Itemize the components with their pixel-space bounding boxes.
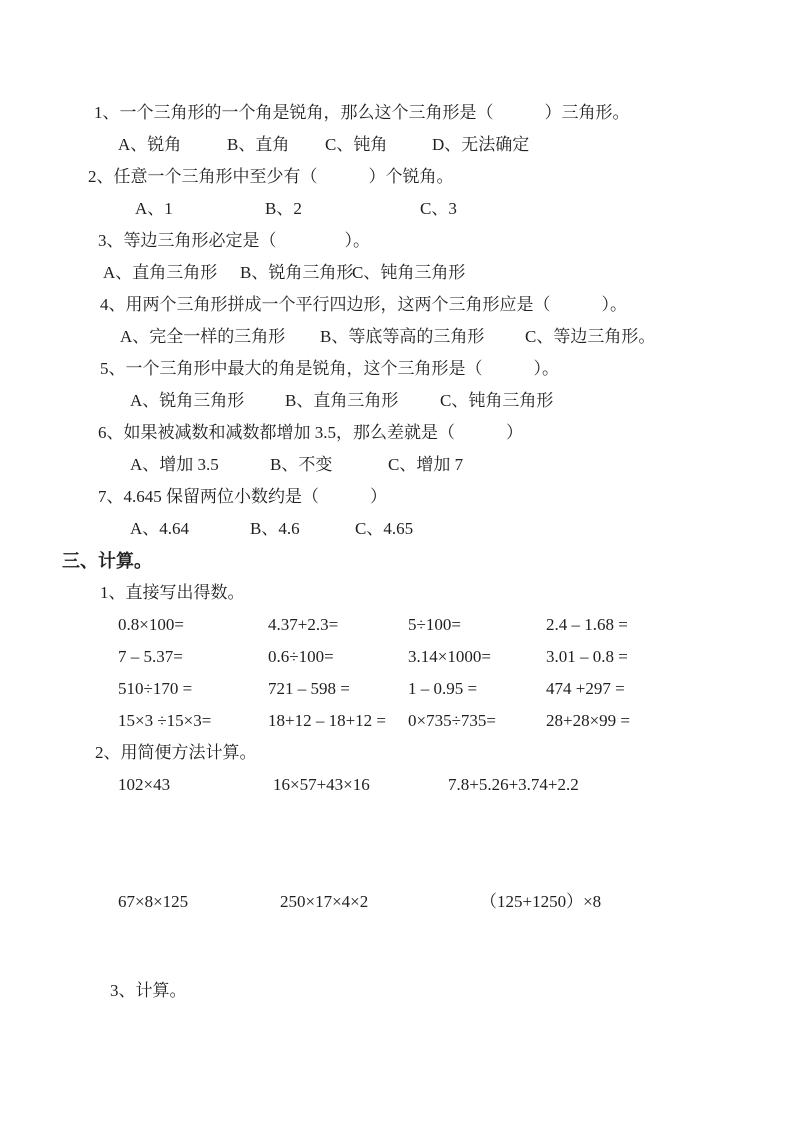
choice-option: C、3: [420, 199, 457, 218]
calc-expression: （125+1250）×8: [480, 892, 602, 911]
subsection-simplify-title: 2、用简便方法计算。: [95, 743, 257, 762]
choice-option: C、钝角三角形: [352, 263, 466, 282]
choice-option: A、完全一样的三角形: [120, 327, 286, 346]
choice-option: B、锐角三角形: [240, 263, 354, 282]
question-2-options: [135, 193, 763, 225]
subsection-compute-title: 3、计算。: [110, 981, 187, 1000]
calc-expression: 2.4 – 1.68 =: [546, 615, 628, 634]
calc-expression: 7.8+5.26+3.74+2.2: [448, 775, 579, 794]
calc-expression: 5÷100=: [408, 615, 461, 634]
choice-option: B、直角三角形: [285, 391, 399, 410]
calc-expression: 7 – 5.37=: [118, 647, 183, 666]
subsection-direct-title: 1、直接写出得数。: [100, 583, 245, 602]
calc-expression: 3.01 – 0.8 =: [546, 647, 628, 666]
calc-expression: 3.14×1000=: [408, 647, 491, 666]
calc-expression: 18+12 – 18+12 =: [268, 711, 387, 730]
calc-expression: 0×735÷735=: [408, 711, 497, 730]
question-6-options: [130, 449, 763, 481]
direct-calc-row: [118, 673, 763, 705]
choice-option: C、4.65: [355, 519, 414, 538]
question-4-text: 4、用两个三角形拼成一个平行四边形，这两个三角形应是（ ）。: [100, 295, 627, 314]
simplify-calc-row: [118, 769, 763, 801]
calc-expression: 1 – 0.95 =: [408, 679, 478, 698]
choice-option: A、4.64: [130, 519, 190, 538]
direct-calc-row: [118, 705, 763, 737]
question-4-options: [120, 321, 763, 353]
question-7-text: 7、4.645 保留两位小数约是（ ）: [98, 487, 387, 506]
choice-option: B、2: [265, 199, 302, 218]
choice-option: D、无法确定: [432, 135, 530, 154]
question-3-options: [103, 257, 763, 289]
choice-option: A、1: [135, 199, 173, 218]
choice-option: C、钝角三角形: [440, 391, 554, 410]
calc-expression: 28+28×99 =: [546, 711, 631, 730]
question-7-options: [130, 513, 763, 545]
calc-expression: 0.6÷100=: [268, 647, 334, 666]
calc-expression: 4.37+2.3=: [268, 615, 339, 634]
question-1-options: [118, 129, 763, 161]
calc-expression: 16×57+43×16: [273, 775, 370, 794]
choice-option: C、等边三角形。: [525, 327, 656, 346]
choice-option: C、增加 7: [388, 455, 464, 474]
section-title-calculation: 三、计算。: [62, 551, 152, 571]
question-1-text: 1、一个三角形的一个角是锐角，那么这个三角形是（ ）三角形。: [94, 103, 630, 122]
calc-expression: 15×3 ÷15×3=: [118, 711, 212, 730]
question-5-text: 5、一个三角形中最大的角是锐角，这个三角形是（ ）。: [100, 359, 559, 378]
question-6-text: 6、如果被减数和减数都增加 3.5，那么差就是（ ）: [98, 423, 523, 442]
choice-option: A、增加 3.5: [130, 455, 219, 474]
choice-option: B、4.6: [250, 519, 300, 538]
simplify-calc-row: [118, 886, 763, 918]
choice-option: B、直角: [227, 135, 290, 154]
choice-option: A、锐角: [118, 135, 182, 154]
calc-expression: 474 +297 =: [546, 679, 625, 698]
direct-calc-row: [118, 641, 763, 673]
direct-calc-row: [118, 609, 763, 641]
calc-expression: 67×8×125: [118, 892, 189, 911]
calc-expression: 102×43: [118, 775, 171, 794]
choice-option: C、钝角: [325, 135, 388, 154]
calc-expression: 0.8×100=: [118, 615, 184, 634]
calc-expression: 721 – 598 =: [268, 679, 350, 698]
calc-expression: 510÷170 =: [118, 679, 193, 698]
choice-option: A、锐角三角形: [130, 391, 245, 410]
question-3-text: 3、等边三角形必定是（ ）。: [98, 231, 370, 250]
choice-option: B、不变: [270, 455, 333, 474]
question-2-text: 2、任意一个三角形中至少有（ ）个锐角。: [88, 167, 454, 186]
calc-expression: 250×17×4×2: [280, 892, 369, 911]
question-5-options: [130, 385, 763, 417]
choice-option: A、直角三角形: [103, 263, 218, 282]
choice-option: B、等底等高的三角形: [320, 327, 485, 346]
